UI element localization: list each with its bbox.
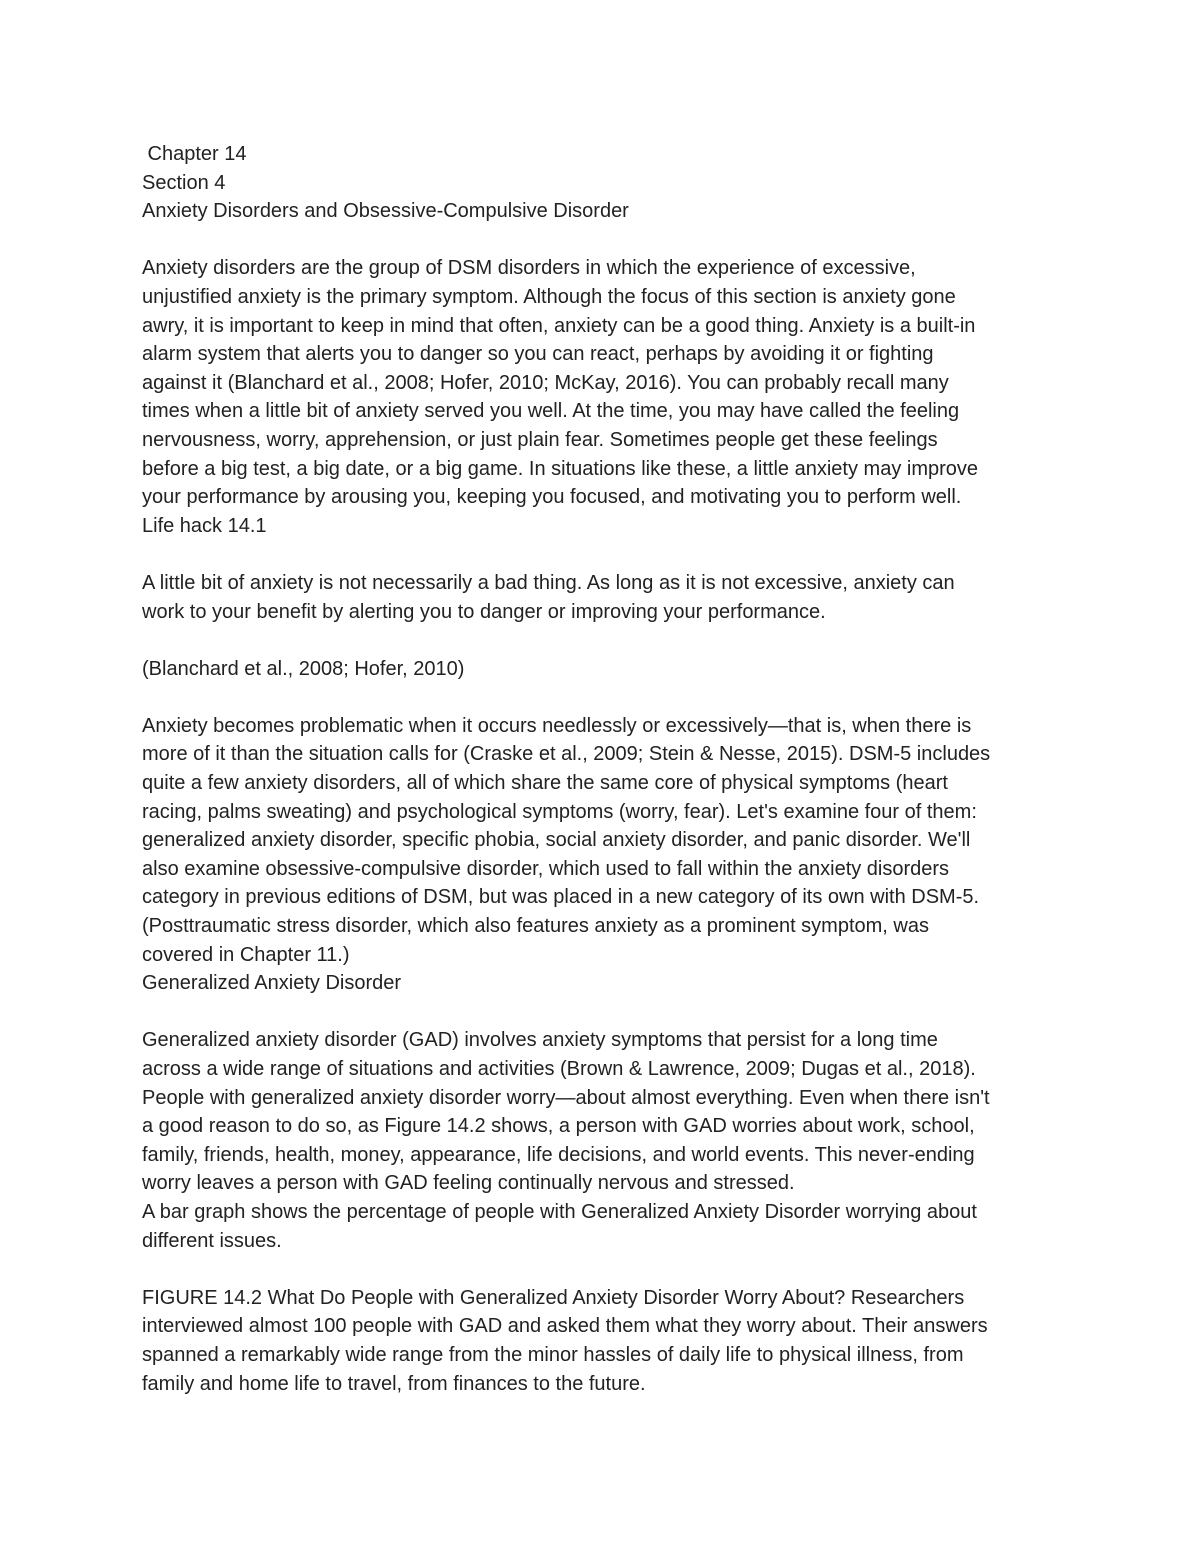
spacer — [142, 683, 1072, 712]
text-line: covered in Chapter 11.) — [142, 943, 350, 966]
spacer — [142, 998, 1072, 1027]
spacer — [142, 1255, 1072, 1284]
text-line: generalized anxiety disorder, specific phobia, social anxiety disorder, and panic disorder. We'll — [142, 829, 971, 852]
text-line: your performance by arousing you, keeping you focused, and motivating you to perform well. — [142, 486, 962, 509]
text-line: category in previous editions of DSM, but was placed in a new category of its own with DSM-5. — [142, 886, 980, 909]
spacer — [142, 226, 1072, 255]
text-line: before a big test, a big date, or a big game. In situations like these, a little anxiety may improve — [142, 457, 979, 480]
text-line: awry, it is important to keep in mind that often, anxiety can be a good thing. Anxiety is a built-in — [142, 314, 976, 337]
text-line: unjustified anxiety is the primary symptom. Although the focus of this section is anxiety gone — [142, 285, 956, 308]
text-line: racing, palms sweating) and psychological symptoms (worry, fear). Let's examine four of them: — [142, 800, 977, 823]
spacer — [142, 540, 1072, 569]
text-line: A little bit of anxiety is not necessarily a bad thing. As long as it is not excessive, anxiety can — [142, 571, 955, 594]
text-line: different issues. — [142, 1229, 282, 1252]
text-line: family, friends, health, money, appearance, life decisions, and world events. This never-ending — [142, 1143, 975, 1166]
text-line: (Posttraumatic stress disorder, which also features anxiety as a prominent symptom, was — [142, 915, 929, 938]
text-line: FIGURE 14.2 What Do People with Generalized Anxiety Disorder Worry About? Researchers — [142, 1286, 965, 1309]
chapter-label: Chapter 14 — [142, 143, 247, 165]
figure-caption — [142, 1284, 1072, 1398]
text-line: times when a little bit of anxiety served you well. At the time, you may have called the feeling — [142, 400, 960, 423]
spacer — [142, 626, 1072, 655]
text-line: People with generalized anxiety disorder worry—about almost everything. Even when there isn't — [142, 1086, 990, 1109]
text-line: interviewed almost 100 people with GAD and asked them what they worry about. Their answers — [142, 1315, 988, 1338]
text-line: against it (Blanchard et al., 2008; Hofer, 2010; McKay, 2016). You can probably recall many — [142, 371, 949, 394]
gad-heading: Generalized Anxiety Disorder — [142, 972, 402, 995]
text-line: spanned a remarkably wide range from the minor hassles of daily life to physical illness, from — [142, 1343, 964, 1366]
text-line: more of it than the situation calls for (Craske et al., 2009; Stein & Nesse, 2015). DSM-5 includes — [142, 743, 991, 766]
paragraph-problematic-anxiety — [142, 712, 1072, 969]
figure-alt-text — [142, 1198, 1072, 1255]
text-line: alarm system that alerts you to danger so you can react, perhaps by avoiding it or fighting — [142, 343, 934, 366]
text-line: A bar graph shows the percentage of people with Generalized Anxiety Disorder worrying about — [142, 1200, 977, 1223]
paragraph-gad — [142, 1026, 1072, 1198]
text-line: Anxiety disorders are the group of DSM disorders in which the experience of excessive, — [142, 257, 916, 280]
text-line: Anxiety becomes problematic when it occurs needlessly or excessively—that is, when there is — [142, 714, 972, 737]
text-line: quite a few anxiety disorders, all of which share the same core of physical symptoms (heart — [142, 772, 948, 795]
text-line: also examine obsessive-compulsive disorder, which used to fall within the anxiety disorders — [142, 857, 950, 880]
text-line: Generalized anxiety disorder (GAD) involves anxiety symptoms that persist for a long time — [142, 1029, 938, 1052]
life-hack-heading: Life hack 14.1 — [142, 514, 267, 537]
text-line: family and home life to travel, from finances to the future. — [142, 1372, 646, 1395]
text-line: nervousness, worry, apprehension, or just plain fear. Sometimes people get these feelings — [142, 428, 938, 451]
life-hack-citation: (Blanchard et al., 2008; Hofer, 2010) — [142, 657, 465, 680]
section-label: Section 4 — [142, 171, 226, 194]
document-page — [142, 140, 1072, 1398]
document-header — [142, 140, 1072, 226]
section-title: Anxiety Disorders and Obsessive-Compulsive Disorder — [142, 200, 629, 223]
text-line: worry leaves a person with GAD feeling continually nervous and stressed. — [142, 1172, 795, 1195]
text-line: work to your benefit by alerting you to danger or improving your performance. — [142, 600, 826, 623]
life-hack-body — [142, 569, 1072, 626]
paragraph-intro — [142, 254, 1072, 511]
text-line: a good reason to do so, as Figure 14.2 shows, a person with GAD worries about work, school, — [142, 1115, 975, 1138]
text-line: across a wide range of situations and activities (Brown & Lawrence, 2009; Dugas et al., 2018). — [142, 1058, 976, 1080]
